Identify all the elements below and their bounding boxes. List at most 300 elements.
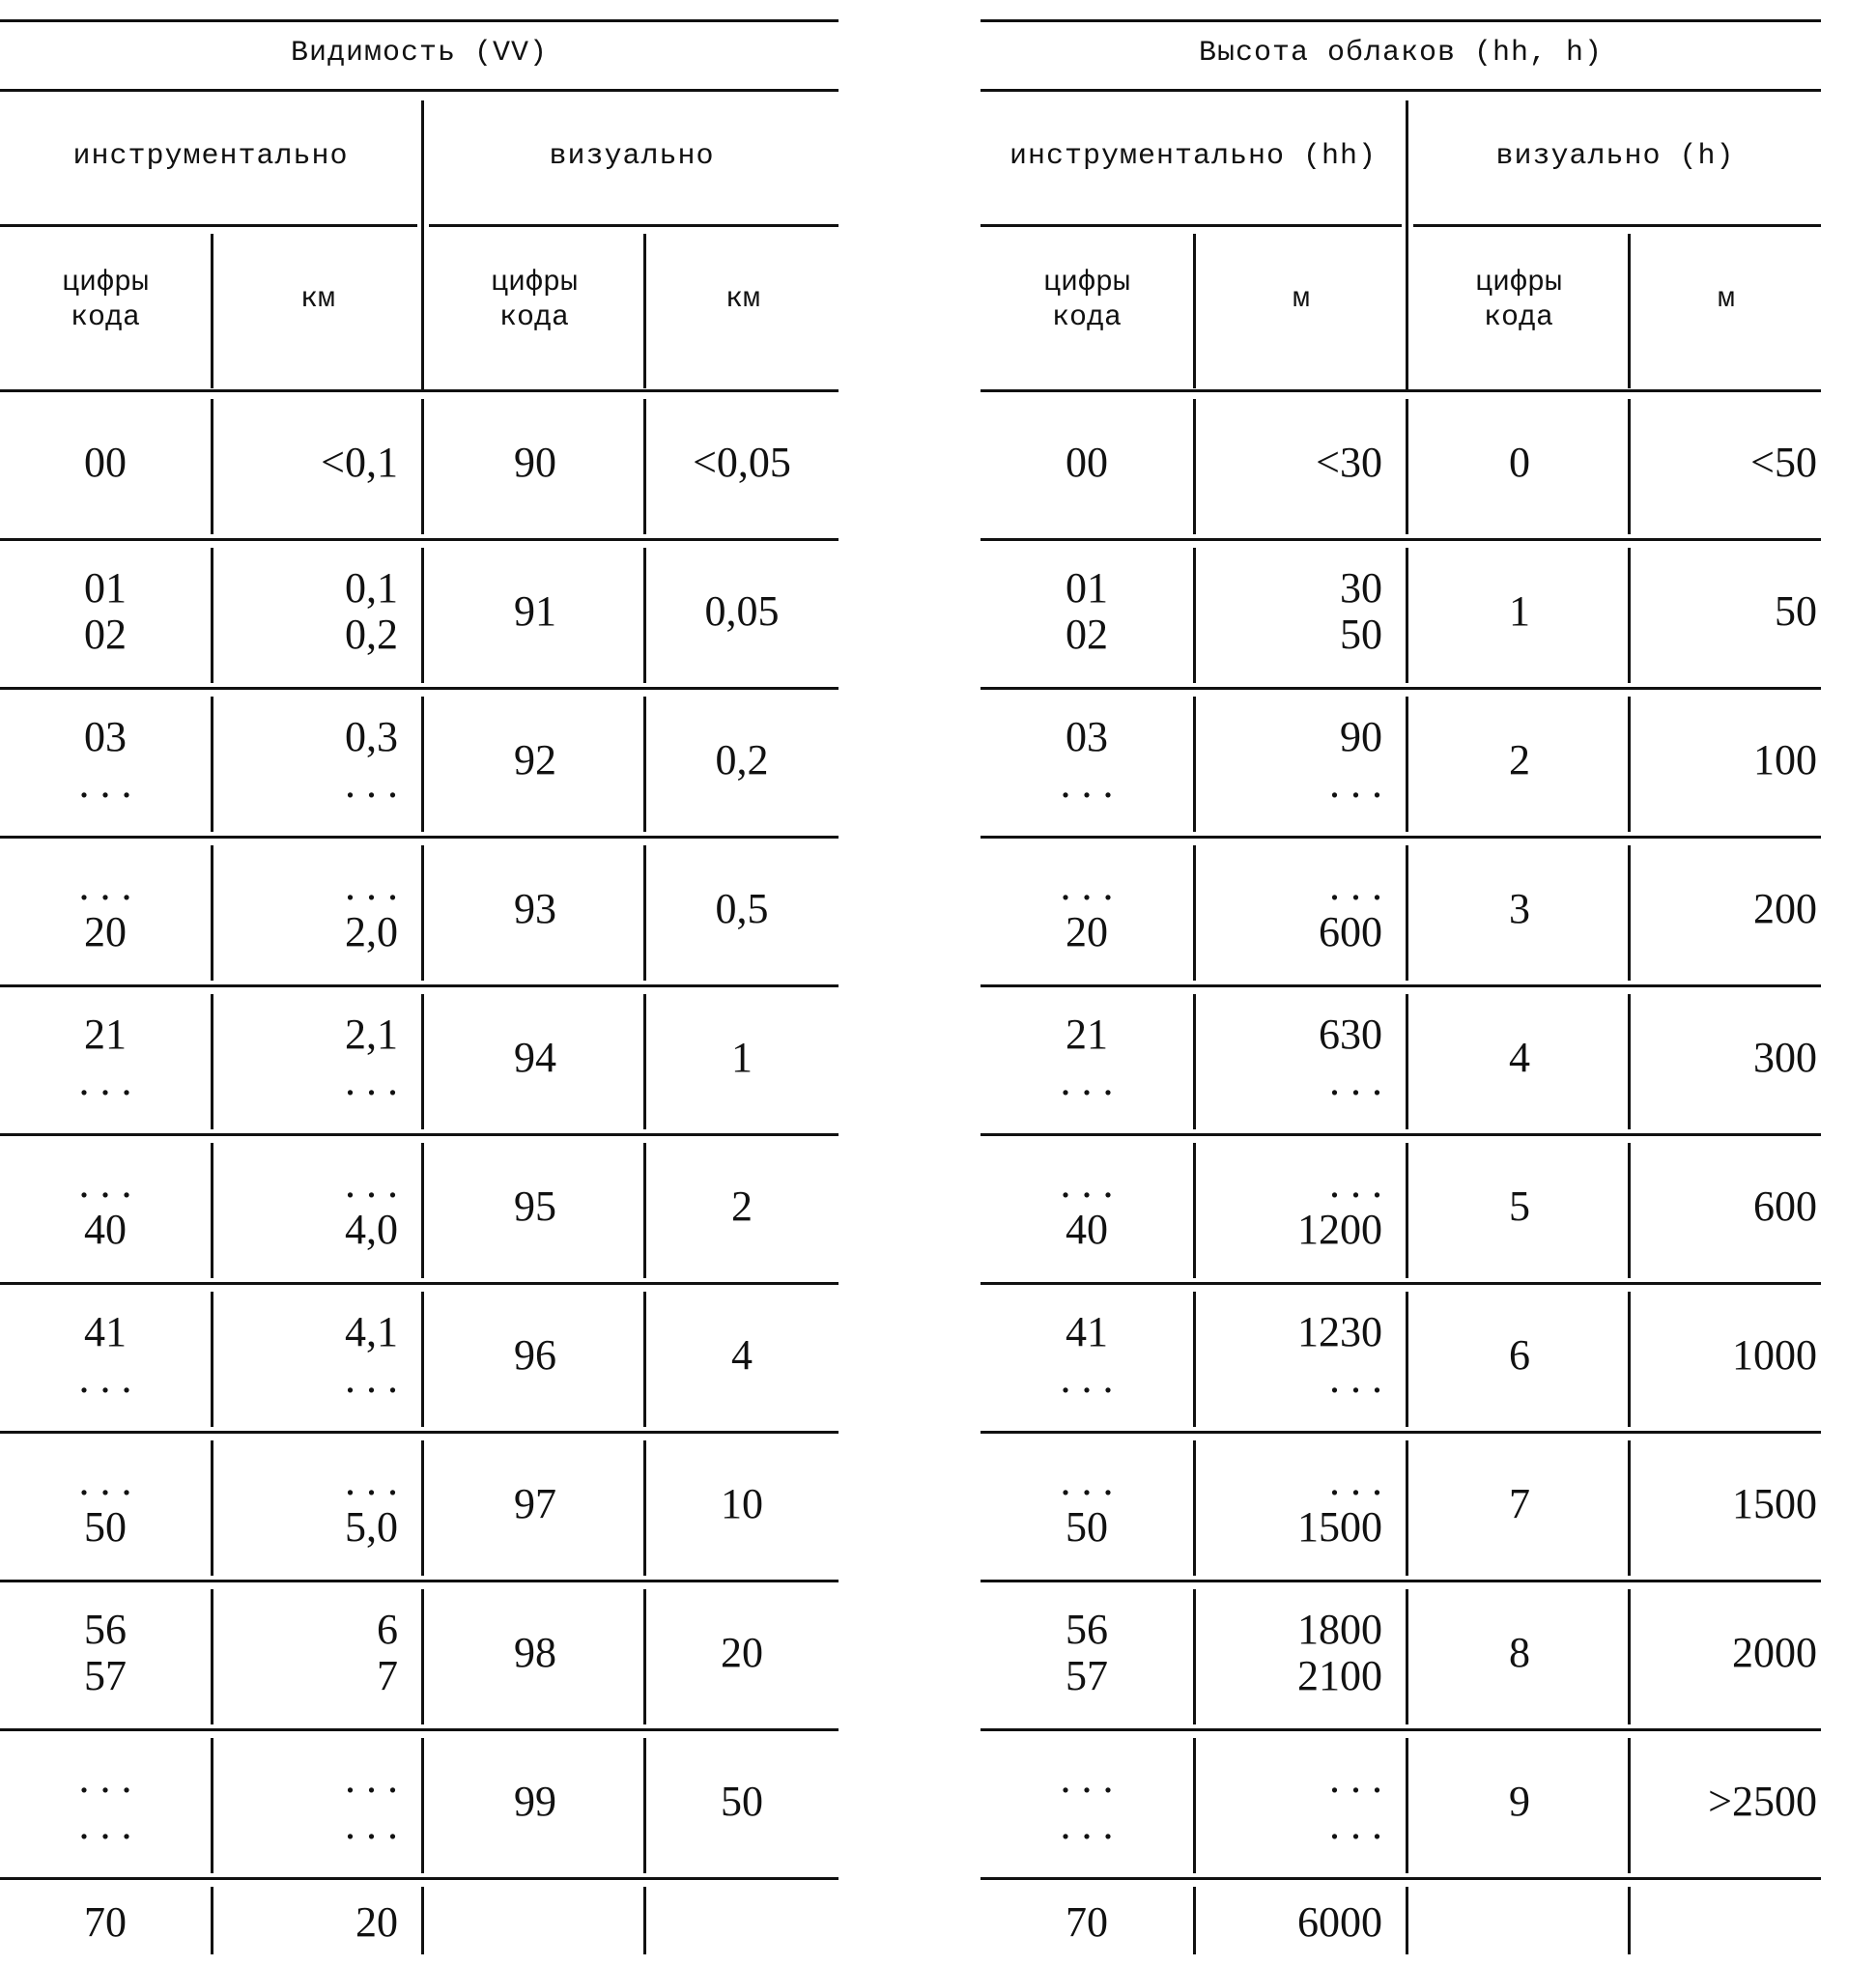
cell-text: <50 bbox=[1750, 439, 1817, 486]
cell-text: . . . bbox=[78, 1354, 132, 1402]
rule-line bbox=[981, 89, 1821, 92]
visual-value-cell bbox=[1634, 391, 1817, 534]
cell-text: 6000 bbox=[1297, 1898, 1382, 1946]
visual-code-cell bbox=[427, 540, 643, 683]
instrumental-value-cell bbox=[1199, 986, 1382, 1129]
cell-text: 0,05 bbox=[704, 587, 780, 635]
cell-text: 90 bbox=[514, 439, 556, 486]
column-divider bbox=[1628, 994, 1631, 1129]
column-divider bbox=[1628, 697, 1631, 832]
cell-text: 20 bbox=[84, 908, 127, 955]
column-divider bbox=[211, 399, 213, 534]
column-divider bbox=[211, 1738, 213, 1873]
column-divider bbox=[1628, 1589, 1631, 1724]
cell-text: . . . bbox=[78, 1754, 132, 1802]
cell-text: 300 bbox=[1753, 1034, 1817, 1081]
instrumental-value-cell bbox=[1199, 689, 1382, 832]
visibility-col-km-visual: км bbox=[725, 283, 760, 316]
rule-line bbox=[0, 224, 417, 227]
visual-value-cell bbox=[1634, 1730, 1817, 1873]
cell-text: 02 bbox=[1066, 611, 1108, 658]
column-divider bbox=[1193, 845, 1196, 981]
column-divider bbox=[1628, 1292, 1631, 1427]
cell-text: . . . bbox=[345, 1754, 398, 1802]
rule-line bbox=[981, 224, 1402, 227]
cell-text: 3 bbox=[1509, 885, 1530, 932]
column-divider bbox=[1406, 1589, 1408, 1724]
column-divider bbox=[1193, 1292, 1196, 1427]
cell-text: 1 bbox=[731, 1034, 753, 1081]
cell-text: 01 bbox=[84, 564, 127, 612]
visual-value-cell bbox=[649, 540, 835, 683]
cell-text: 20 bbox=[355, 1898, 398, 1946]
column-divider bbox=[421, 697, 424, 832]
instrumental-code-cell bbox=[981, 1879, 1193, 1966]
column-divider bbox=[421, 994, 424, 1129]
cell-text: 94 bbox=[514, 1034, 556, 1081]
cell-text: >2500 bbox=[1708, 1778, 1817, 1825]
column-divider bbox=[643, 1589, 646, 1724]
cell-text: 2 bbox=[1509, 736, 1530, 784]
visibility-col-code-visual: цифры кода bbox=[490, 267, 578, 334]
cell-text: 600 bbox=[1319, 908, 1382, 955]
instrumental-code-cell bbox=[0, 1879, 211, 1966]
visual-code-cell bbox=[1411, 1730, 1628, 1873]
rule-line bbox=[0, 89, 839, 92]
column-divider bbox=[1193, 1440, 1196, 1576]
cell-text: 2100 bbox=[1297, 1652, 1382, 1699]
instrumental-value-cell bbox=[216, 1135, 398, 1278]
visibility-instrumental-header: инструментально bbox=[72, 140, 349, 173]
cell-text: . . . bbox=[1060, 759, 1114, 807]
visibility-visual-header: визуально bbox=[549, 140, 715, 173]
cell-text: 30 bbox=[1340, 564, 1382, 612]
cell-text: . . . bbox=[345, 1159, 398, 1207]
cell-text: 21 bbox=[84, 1011, 127, 1058]
column-divider bbox=[1193, 1887, 1196, 1954]
cell-text: 93 bbox=[514, 885, 556, 932]
column-divider bbox=[1193, 697, 1196, 832]
cell-text: . . . bbox=[1329, 1457, 1382, 1504]
instrumental-value-cell bbox=[216, 838, 398, 981]
cell-text: 41 bbox=[1066, 1308, 1108, 1355]
cell-text: . . . bbox=[1060, 1354, 1114, 1402]
cell-text: 56 bbox=[1066, 1606, 1108, 1653]
cell-text: 50 bbox=[1775, 587, 1817, 635]
cell-text: 99 bbox=[514, 1778, 556, 1825]
rule-line bbox=[0, 19, 839, 22]
column-divider bbox=[1628, 1887, 1631, 1954]
cell-text: 20 bbox=[1066, 908, 1108, 955]
visual-code-cell bbox=[1411, 1581, 1628, 1724]
cell-text: . . . bbox=[345, 1057, 398, 1104]
cell-text: 1000 bbox=[1732, 1331, 1817, 1379]
cell-text: 630 bbox=[1319, 1011, 1382, 1058]
cell-text: 02 bbox=[84, 611, 127, 658]
instrumental-value-cell bbox=[1199, 1284, 1382, 1427]
cell-text: 03 bbox=[84, 713, 127, 760]
cell-text: . . . bbox=[78, 1801, 132, 1848]
cell-text: 70 bbox=[1066, 1898, 1108, 1946]
column-divider bbox=[1628, 845, 1631, 981]
cell-text: 56 bbox=[84, 1606, 127, 1653]
instrumental-code-cell bbox=[0, 838, 211, 981]
column-divider bbox=[643, 1143, 646, 1278]
cell-text: 01 bbox=[1066, 564, 1108, 612]
visual-value-cell bbox=[1634, 838, 1817, 981]
column-divider bbox=[211, 845, 213, 981]
visual-value-cell bbox=[1634, 986, 1817, 1129]
rule-line bbox=[429, 224, 839, 227]
instrumental-value-cell bbox=[216, 1879, 398, 1966]
cell-text: 5 bbox=[1509, 1182, 1530, 1230]
cell-text: 57 bbox=[84, 1652, 127, 1699]
cloud-instrumental-header: инструментально (hh) bbox=[1009, 140, 1378, 173]
cloud-height-title: Высота облаков (hh, h) bbox=[1198, 37, 1604, 70]
cell-text: 7 bbox=[1509, 1480, 1530, 1527]
cell-text: . . . bbox=[78, 1457, 132, 1504]
cell-text: 8 bbox=[1509, 1629, 1530, 1676]
column-divider bbox=[421, 1143, 424, 1278]
cell-text: 21 bbox=[1066, 1011, 1108, 1058]
cell-text: 50 bbox=[1066, 1503, 1108, 1551]
cell-text: . . . bbox=[1060, 1457, 1114, 1504]
instrumental-value-cell bbox=[216, 391, 398, 534]
visual-value-cell bbox=[649, 838, 835, 981]
cell-text: . . . bbox=[78, 759, 132, 807]
column-divider bbox=[421, 100, 424, 390]
column-divider bbox=[211, 548, 213, 683]
visual-code-cell bbox=[1411, 540, 1628, 683]
instrumental-value-cell bbox=[216, 540, 398, 683]
instrumental-value-cell bbox=[1199, 838, 1382, 981]
visual-code-cell bbox=[1411, 391, 1628, 534]
visual-code-cell bbox=[427, 838, 643, 981]
instrumental-code-cell bbox=[0, 1433, 211, 1576]
cell-text: 7 bbox=[377, 1652, 398, 1699]
column-divider bbox=[643, 1887, 646, 1954]
column-divider bbox=[211, 1292, 213, 1427]
instrumental-code-cell bbox=[0, 1730, 211, 1873]
column-divider bbox=[421, 399, 424, 534]
visual-value-cell bbox=[649, 1135, 835, 1278]
column-divider bbox=[1406, 845, 1408, 981]
cell-text: 1500 bbox=[1297, 1503, 1382, 1551]
instrumental-code-cell bbox=[981, 1433, 1193, 1576]
cell-text: 92 bbox=[514, 736, 556, 784]
visual-code-cell bbox=[427, 1879, 643, 1966]
visual-value-cell bbox=[649, 689, 835, 832]
cell-text: 0,2 bbox=[345, 611, 398, 658]
cell-text: 40 bbox=[84, 1206, 127, 1253]
cell-text: . . . bbox=[1060, 1754, 1114, 1802]
instrumental-value-cell bbox=[1199, 1879, 1382, 1966]
column-divider bbox=[211, 234, 213, 388]
column-divider bbox=[1406, 1292, 1408, 1427]
column-divider bbox=[211, 1887, 213, 1954]
instrumental-code-cell bbox=[981, 838, 1193, 981]
column-divider bbox=[1406, 994, 1408, 1129]
cell-text: . . . bbox=[345, 1457, 398, 1504]
cell-text: 4,1 bbox=[345, 1308, 398, 1355]
column-divider bbox=[1628, 1738, 1631, 1873]
instrumental-value-cell bbox=[216, 986, 398, 1129]
column-divider bbox=[421, 1738, 424, 1873]
instrumental-code-cell bbox=[0, 391, 211, 534]
instrumental-value-cell bbox=[216, 1284, 398, 1427]
column-divider bbox=[643, 697, 646, 832]
instrumental-code-cell bbox=[981, 540, 1193, 683]
cell-text: . . . bbox=[1329, 1801, 1382, 1848]
cell-text: <0,05 bbox=[693, 439, 791, 486]
visual-code-cell bbox=[427, 1433, 643, 1576]
column-divider bbox=[1406, 1440, 1408, 1576]
column-divider bbox=[1193, 1143, 1196, 1278]
visibility-col-km-instrumental: км bbox=[299, 283, 335, 316]
cell-text: 90 bbox=[1340, 713, 1382, 760]
cell-text: 0,2 bbox=[715, 736, 769, 784]
column-divider bbox=[1406, 1887, 1408, 1954]
cell-text: . . . bbox=[1329, 862, 1382, 909]
cell-text: 1200 bbox=[1297, 1206, 1382, 1253]
cell-text: . . . bbox=[78, 1057, 132, 1104]
visual-value-cell bbox=[649, 1879, 835, 1966]
cell-text: 10 bbox=[721, 1480, 763, 1527]
visibility-title: Видимость (VV) bbox=[290, 37, 549, 70]
instrumental-value-cell bbox=[1199, 1433, 1382, 1576]
visual-value-cell bbox=[649, 1284, 835, 1427]
visual-value-cell bbox=[1634, 540, 1817, 683]
column-divider bbox=[211, 1440, 213, 1576]
instrumental-code-cell bbox=[0, 1581, 211, 1724]
cell-text: 20 bbox=[721, 1629, 763, 1676]
column-divider bbox=[643, 1440, 646, 1576]
instrumental-code-cell bbox=[0, 986, 211, 1129]
visibility-col-code-instrumental: цифры кода bbox=[61, 267, 149, 334]
instrumental-value-cell bbox=[216, 1433, 398, 1576]
column-divider bbox=[211, 1143, 213, 1278]
column-divider bbox=[1406, 697, 1408, 832]
column-divider bbox=[1193, 399, 1196, 534]
cloud-visual-header: визуально (h) bbox=[1495, 140, 1735, 173]
cell-text: 41 bbox=[84, 1308, 127, 1355]
visual-code-cell bbox=[427, 1730, 643, 1873]
cell-text: . . . bbox=[1329, 1057, 1382, 1104]
instrumental-value-cell bbox=[1199, 540, 1382, 683]
cloud-col-m-visual: м bbox=[1717, 283, 1735, 316]
column-divider bbox=[211, 1589, 213, 1724]
cell-text: 50 bbox=[1340, 611, 1382, 658]
instrumental-value-cell bbox=[216, 689, 398, 832]
cell-text: 00 bbox=[1066, 439, 1108, 486]
column-divider bbox=[1406, 100, 1408, 390]
cell-text: . . . bbox=[1329, 1754, 1382, 1802]
column-divider bbox=[1193, 548, 1196, 683]
visual-code-cell bbox=[427, 1581, 643, 1724]
cell-text: 5,0 bbox=[345, 1503, 398, 1551]
cell-text: . . . bbox=[1329, 1159, 1382, 1207]
cell-text: 100 bbox=[1753, 736, 1817, 784]
column-divider bbox=[643, 1738, 646, 1873]
visual-code-cell bbox=[1411, 1433, 1628, 1576]
column-divider bbox=[421, 1589, 424, 1724]
cell-text: . . . bbox=[1329, 1354, 1382, 1402]
visual-value-cell bbox=[1634, 1879, 1817, 1966]
cell-text: 0,5 bbox=[715, 885, 769, 932]
cell-text: 50 bbox=[721, 1778, 763, 1825]
visual-code-cell bbox=[1411, 1879, 1628, 1966]
visual-code-cell bbox=[427, 391, 643, 534]
column-divider bbox=[1628, 548, 1631, 683]
visual-value-cell bbox=[1634, 1284, 1817, 1427]
visual-code-cell bbox=[1411, 1284, 1628, 1427]
cell-text: 1800 bbox=[1297, 1606, 1382, 1653]
cell-text: 2,1 bbox=[345, 1011, 398, 1058]
cell-text: 2,0 bbox=[345, 908, 398, 955]
cell-text: 6 bbox=[1509, 1331, 1530, 1379]
cell-text: . . . bbox=[1060, 1801, 1114, 1848]
column-divider bbox=[1628, 234, 1631, 388]
cell-text: . . . bbox=[345, 862, 398, 909]
visual-code-cell bbox=[1411, 838, 1628, 981]
cell-text: 1 bbox=[1509, 587, 1530, 635]
cloud-col-code-visual: цифры кода bbox=[1474, 267, 1562, 334]
instrumental-code-cell bbox=[981, 1135, 1193, 1278]
column-divider bbox=[1406, 1143, 1408, 1278]
rule-line bbox=[981, 19, 1821, 22]
visual-value-cell bbox=[1634, 1581, 1817, 1724]
visual-value-cell bbox=[1634, 1433, 1817, 1576]
column-divider bbox=[421, 845, 424, 981]
cell-text: 200 bbox=[1753, 885, 1817, 932]
column-divider bbox=[1628, 1143, 1631, 1278]
cell-text: <30 bbox=[1316, 439, 1382, 486]
visual-code-cell bbox=[1411, 689, 1628, 832]
column-divider bbox=[1193, 994, 1196, 1129]
cell-text: 1500 bbox=[1732, 1480, 1817, 1527]
column-divider bbox=[421, 1292, 424, 1427]
visual-value-cell bbox=[1634, 689, 1817, 832]
cell-text: 91 bbox=[514, 587, 556, 635]
column-divider bbox=[1193, 234, 1196, 388]
column-divider bbox=[1193, 1738, 1196, 1873]
cell-text: 0,3 bbox=[345, 713, 398, 760]
instrumental-value-cell bbox=[216, 1730, 398, 1873]
visual-value-cell bbox=[649, 1433, 835, 1576]
instrumental-code-cell bbox=[981, 1284, 1193, 1427]
cell-text: 03 bbox=[1066, 713, 1108, 760]
cell-text: 9 bbox=[1509, 1778, 1530, 1825]
cell-text: . . . bbox=[345, 1354, 398, 1402]
cell-text: 95 bbox=[514, 1182, 556, 1230]
column-divider bbox=[643, 845, 646, 981]
cell-text: 97 bbox=[514, 1480, 556, 1527]
instrumental-code-cell bbox=[981, 689, 1193, 832]
visual-code-cell bbox=[427, 986, 643, 1129]
column-divider bbox=[643, 234, 646, 388]
column-divider bbox=[421, 548, 424, 683]
cell-text: 98 bbox=[514, 1629, 556, 1676]
cell-text: 4 bbox=[1509, 1034, 1530, 1081]
instrumental-value-cell bbox=[1199, 1581, 1382, 1724]
visual-value-cell bbox=[649, 391, 835, 534]
column-divider bbox=[1406, 1738, 1408, 1873]
column-divider bbox=[211, 697, 213, 832]
column-divider bbox=[211, 994, 213, 1129]
cell-text: 57 bbox=[1066, 1652, 1108, 1699]
visual-code-cell bbox=[1411, 986, 1628, 1129]
visual-value-cell bbox=[1634, 1135, 1817, 1278]
instrumental-code-cell bbox=[0, 540, 211, 683]
instrumental-code-cell bbox=[0, 1135, 211, 1278]
cell-text: 70 bbox=[84, 1898, 127, 1946]
visual-value-cell bbox=[649, 1730, 835, 1873]
instrumental-value-cell bbox=[1199, 391, 1382, 534]
visual-code-cell bbox=[427, 1284, 643, 1427]
visual-value-cell bbox=[649, 986, 835, 1129]
instrumental-code-cell bbox=[981, 391, 1193, 534]
visual-code-cell bbox=[1411, 1135, 1628, 1278]
cloud-col-code-instrumental: цифры кода bbox=[1042, 267, 1130, 334]
cell-text: 4,0 bbox=[345, 1206, 398, 1253]
cell-text: 0 bbox=[1509, 439, 1530, 486]
cloud-col-m-instrumental: м bbox=[1292, 283, 1310, 316]
column-divider bbox=[1628, 399, 1631, 534]
column-divider bbox=[1628, 1440, 1631, 1576]
cell-text: . . . bbox=[1060, 862, 1114, 909]
cell-text: 40 bbox=[1066, 1206, 1108, 1253]
visual-code-cell bbox=[427, 1135, 643, 1278]
cell-text: . . . bbox=[78, 862, 132, 909]
instrumental-code-cell bbox=[0, 689, 211, 832]
instrumental-code-cell bbox=[981, 1730, 1193, 1873]
visual-code-cell bbox=[427, 689, 643, 832]
cell-text: 4 bbox=[731, 1331, 753, 1379]
cell-text: 2 bbox=[731, 1182, 753, 1230]
visual-value-cell bbox=[649, 1581, 835, 1724]
column-divider bbox=[643, 994, 646, 1129]
cell-text: . . . bbox=[345, 1801, 398, 1848]
column-divider bbox=[1193, 1589, 1196, 1724]
column-divider bbox=[643, 1292, 646, 1427]
cell-text: 600 bbox=[1753, 1182, 1817, 1230]
cell-text: 50 bbox=[84, 1503, 127, 1551]
column-divider bbox=[643, 399, 646, 534]
instrumental-code-cell bbox=[981, 1581, 1193, 1724]
column-divider bbox=[421, 1440, 424, 1576]
cell-text: 1230 bbox=[1297, 1308, 1382, 1355]
cell-text: 6 bbox=[377, 1606, 398, 1653]
cell-text: 0,1 bbox=[345, 564, 398, 612]
cell-text: . . . bbox=[1060, 1057, 1114, 1104]
column-divider bbox=[1406, 399, 1408, 534]
cell-text: . . . bbox=[1060, 1159, 1114, 1207]
rule-line bbox=[1413, 224, 1821, 227]
cell-text: 2000 bbox=[1732, 1629, 1817, 1676]
cell-text: 00 bbox=[84, 439, 127, 486]
column-divider bbox=[643, 548, 646, 683]
cell-text: 96 bbox=[514, 1331, 556, 1379]
cell-text: . . . bbox=[78, 1159, 132, 1207]
column-divider bbox=[1406, 548, 1408, 683]
cell-text: . . . bbox=[1329, 759, 1382, 807]
instrumental-value-cell bbox=[1199, 1135, 1382, 1278]
instrumental-value-cell bbox=[216, 1581, 398, 1724]
column-divider bbox=[421, 1887, 424, 1954]
instrumental-value-cell bbox=[1199, 1730, 1382, 1873]
instrumental-code-cell bbox=[0, 1284, 211, 1427]
cell-text: . . . bbox=[345, 759, 398, 807]
